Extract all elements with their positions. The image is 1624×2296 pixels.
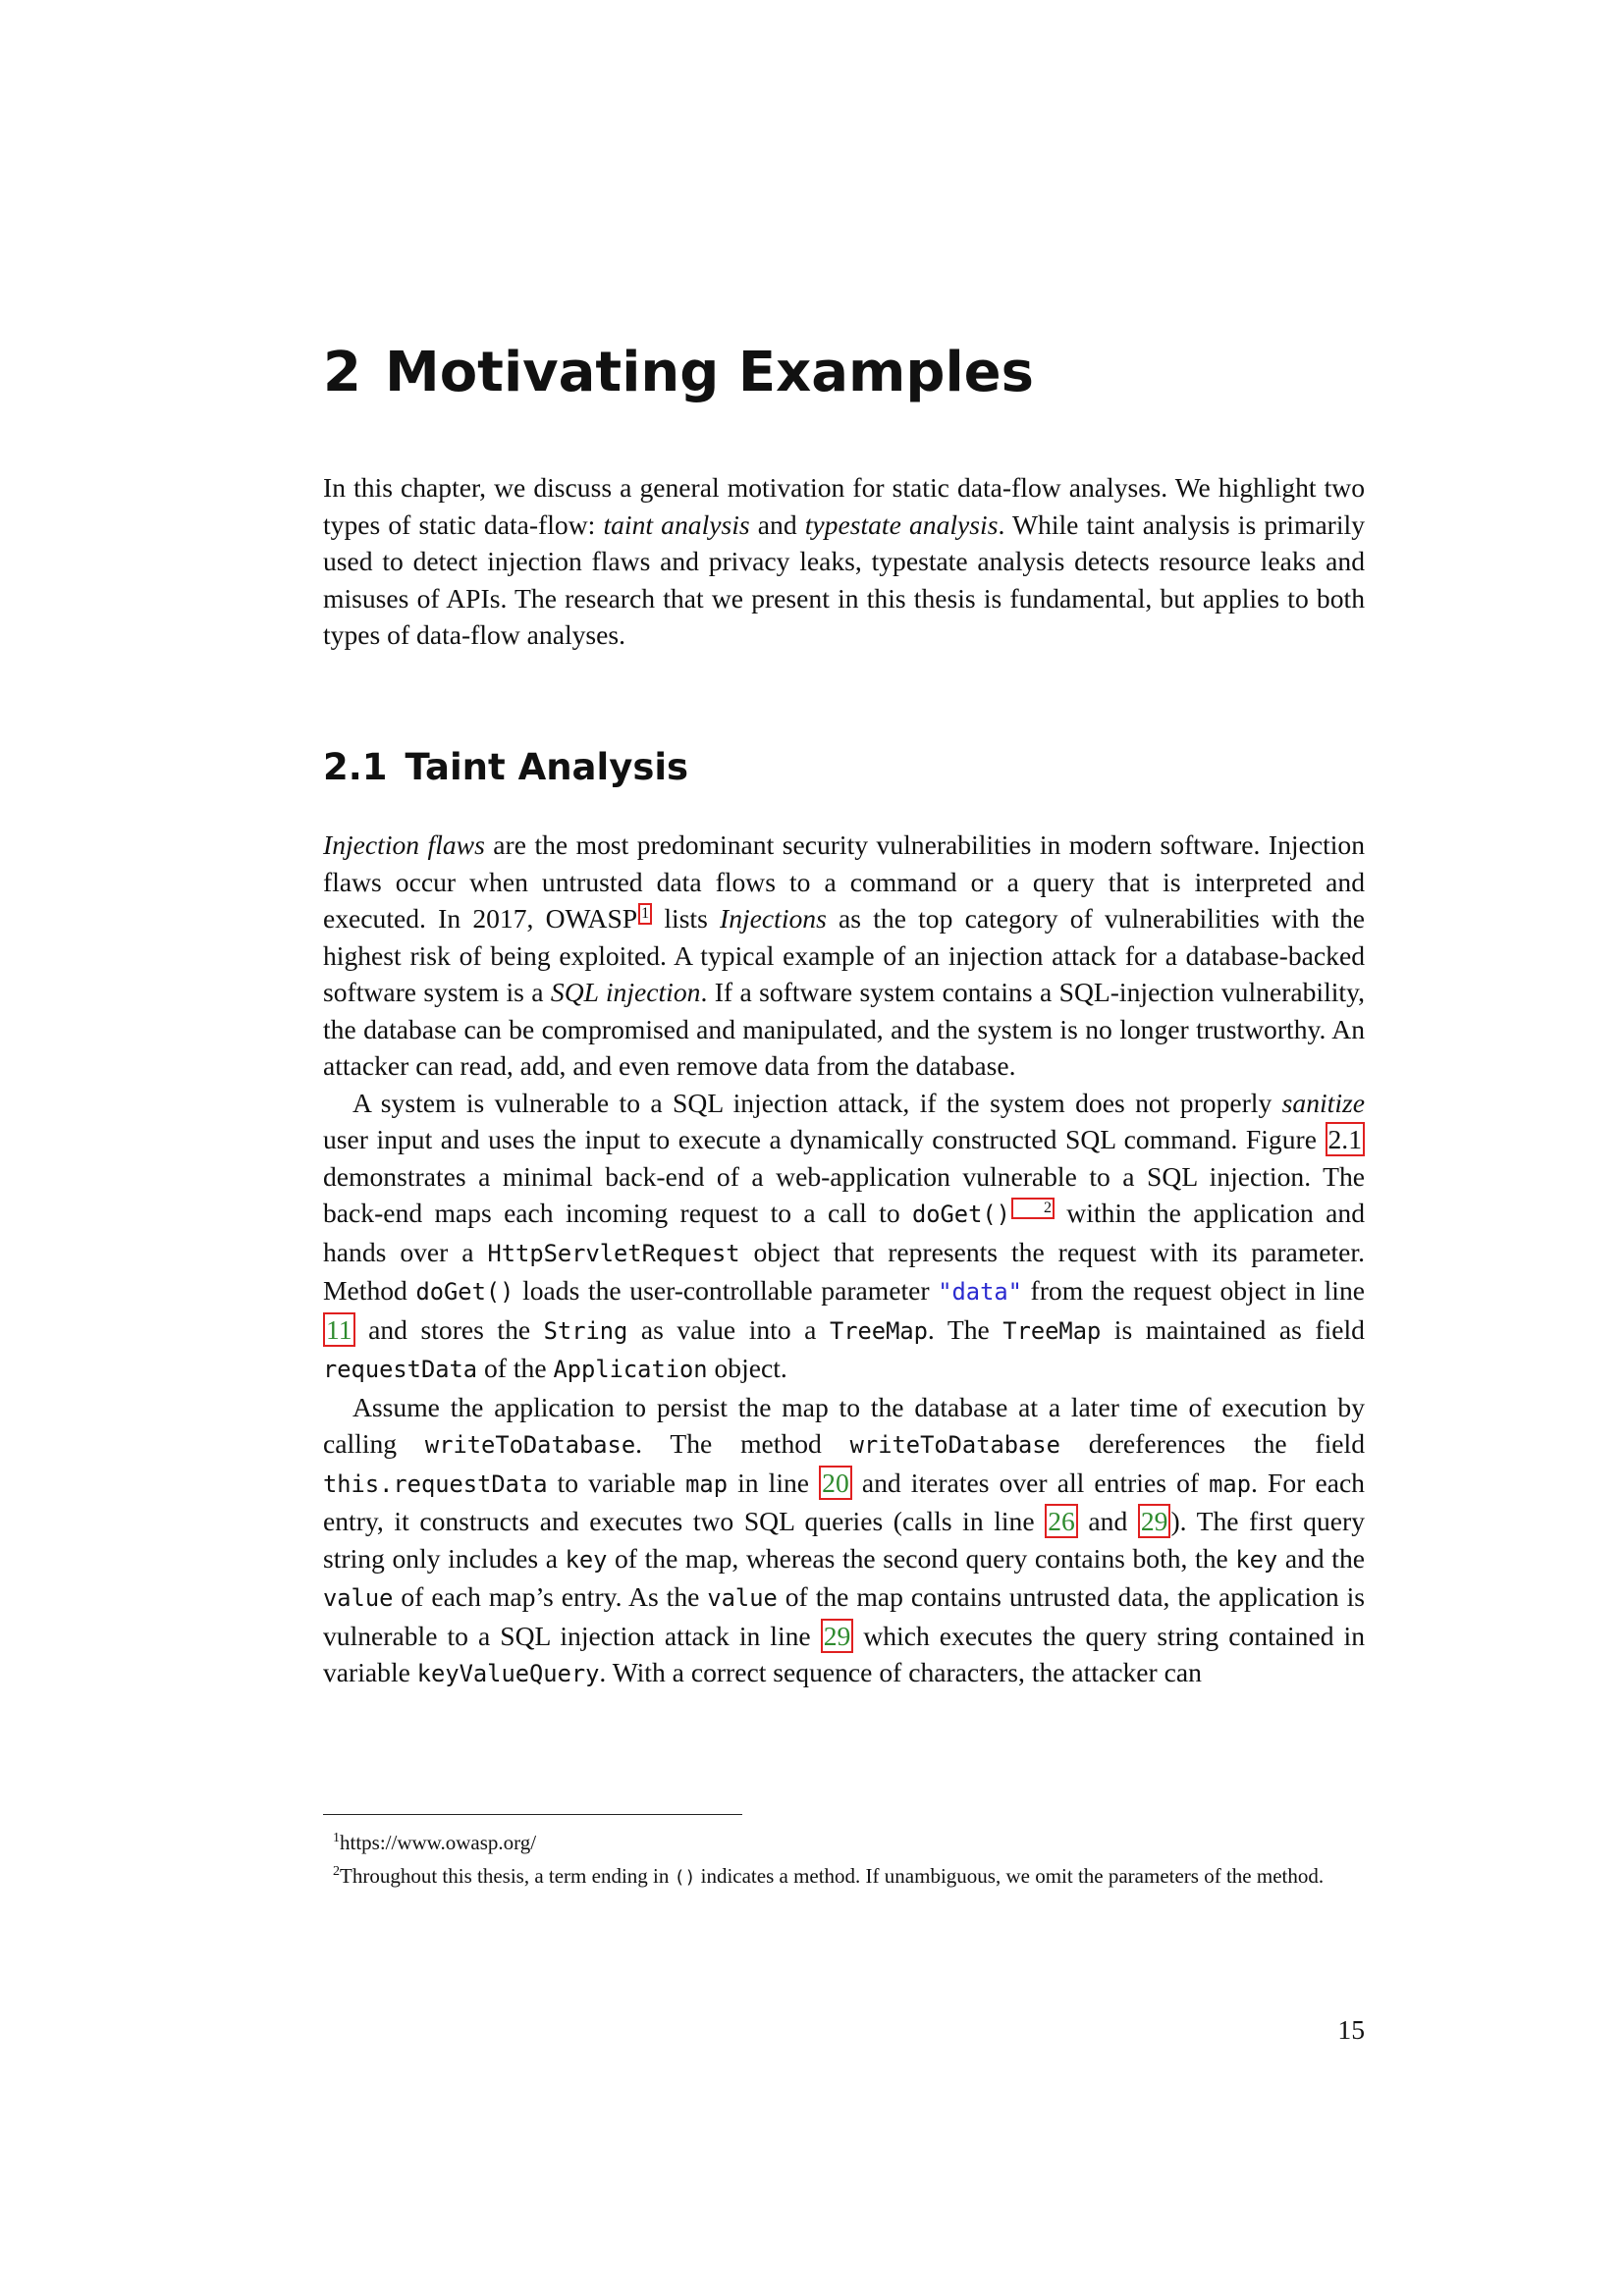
footnotes	[323, 1824, 1365, 1892]
paragraph-write-to-database: Assume the application to persist the map to the database at a later time of execution by calling writeToDatabase. The method writeToDatabase dereferences the field this.requestData to variable map in line 20 and iterates over all entries of map. For each entry, it constructs and executes two SQL queries (calls in line 26 and 29 ). The first query string only includes a key of the map, whereas the second query contains both, the key and the value of each map’s entry. As the value of the map contains untrusted data, the application is vulnerable to a SQL injection attack in line 29 which executes the query string contained in variable keyValueQuery. With a correct sequence of characters, the attacker can	[323, 1391, 1366, 1687]
intro-paragraph: In this chapter, we discuss a general motivation for static data-flow analyses. We highlight two types of static data-flow: taint analysis and typestate analysis. While taint analysis is primarily used to detect injection flaws and privacy leaks, typestate analysis detects resource leaks and misuses of APIs. The research that we present in this thesis is fundamental, but applies to both types of data-flow analyses.	[323, 472, 1366, 650]
line-ref-link-26[interactable]: 26	[1045, 1504, 1078, 1538]
footnote-1-url[interactable]: https://www.owasp.org/	[340, 1831, 537, 1854]
emphasis-typestate: typestate analysis	[804, 508, 999, 540]
string-literal: "data"	[938, 1278, 1022, 1306]
footnote-1: $^1$https://www.owasp.org/	[333, 1831, 537, 1854]
emphasis-taint: taint analysis	[603, 508, 750, 540]
section-title	[323, 744, 1365, 791]
footnote-divider	[323, 1814, 742, 1815]
paragraph-sql-injection: A system is vulnerable to a SQL injection attack, if the system does not properly sanitize user input and uses the input to execute a dynamically constructed SQL command. Figure 2.1 demonstrates a minimal back-end of a web-application vulnerable to a SQL injection. The back-end maps each incoming request to a call to doGet() 2 within the application and hands over a HttpServletRequest object that represents the request with its parameter. Method doGet() loads the user-controllable parameter "data" from the request object in line 11 and stores the String as value into a TreeMap. The TreeMap is maintained as field requestData of the Application object.	[323, 1087, 1366, 1383]
section-body	[323, 827, 1365, 1693]
page-number: 15	[1337, 2014, 1365, 2045]
chapter-title	[323, 339, 1365, 407]
line-ref-link-11[interactable]: 11	[323, 1312, 355, 1347]
paragraph-injection-flaws: Injection flaws are the most predominant security vulnerabilities in modern software. Injection flaws occur when untrusted data flows to a command or a query that is interpreted and executed. In 2017, OWASP 1 lists Injections as the top category of vulnerabilities with the highest risk of being exploited. A typical example of an injection attack for a database-backed software system is a SQL injection. If a software system contains a SQL-injection vulnerability, the database can be compromised and manipulated, and the system is no longer trustworthy. An attacker can read, add, and even remove data from the database.	[323, 829, 1365, 1081]
line-ref-link-29[interactable]: 29	[1138, 1504, 1171, 1538]
chapter-title-text: Motivating Examples	[384, 341, 1034, 404]
section-title-text: Taint Analysis	[405, 746, 689, 788]
chapter-number: 2	[323, 341, 361, 404]
intro-paragraph-block	[323, 469, 1365, 654]
figure-ref-link[interactable]: 2.1	[1326, 1122, 1366, 1156]
footnote-link-2[interactable]: 2	[1011, 1198, 1055, 1219]
line-ref-link-29-second[interactable]: 29	[821, 1619, 854, 1653]
code-inline: doGet()	[911, 1201, 1010, 1228]
footnote-2: $^2$Throughout this thesis, a term ending in () indicates a method. If unambiguous, we omit the parameters of the method.	[333, 1864, 1325, 1888]
footnote-link-1[interactable]: 1	[638, 903, 652, 925]
line-ref-link-20[interactable]: 20	[819, 1466, 852, 1500]
section-number: 2.1	[323, 746, 388, 788]
